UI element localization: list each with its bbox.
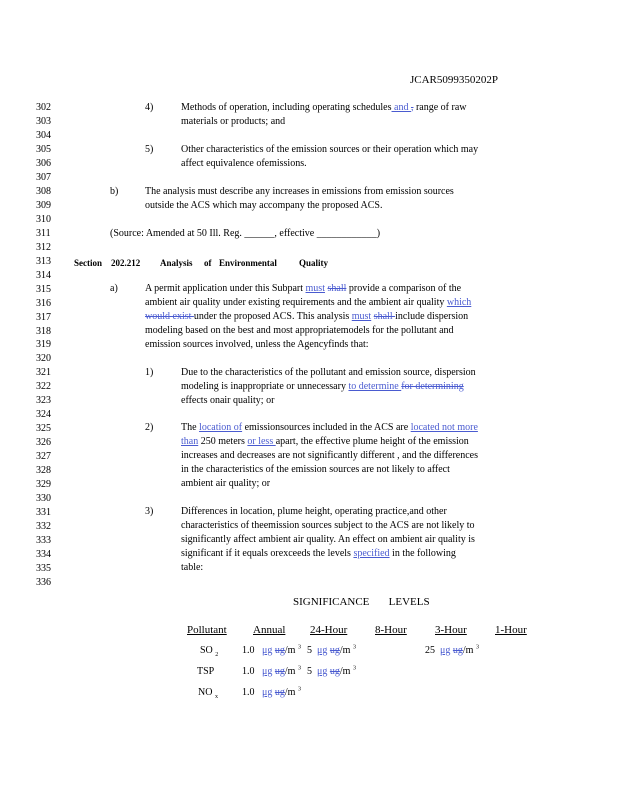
section-title-word: Environmental: [219, 258, 277, 268]
line-number: 320: [36, 353, 51, 365]
line-number: 304: [36, 129, 51, 141]
section-number: 202.212: [111, 258, 141, 268]
line-number: 329: [36, 479, 51, 491]
item-label: 3): [145, 506, 154, 517]
column-header-pollutant: Pollutant: [187, 624, 227, 636]
line-number: 322: [36, 381, 51, 393]
sub-1-line-1: Due to the characteristics of the pollutant and emission source, dispersion: [181, 367, 476, 378]
item-label: 5): [145, 144, 154, 155]
table-row-pollutant: SO $_2$: [200, 645, 219, 658]
line-number: 330: [36, 493, 51, 505]
line-number: 323: [36, 395, 51, 407]
line-number: 326: [36, 437, 51, 449]
item-a-line-1: A permit application under this Subpart must shall provide a comparison of the: [145, 283, 462, 294]
line-number: 325: [36, 423, 51, 435]
line-number: 321: [36, 367, 51, 379]
line-number: 302: [36, 102, 51, 113]
line-number: 335: [36, 563, 51, 574]
table-cell-annual: 1.0 μg ug/m $^3$: [242, 644, 301, 656]
table-cell-24-hour: 5 μg ug/m $^3$: [307, 665, 356, 677]
table-row-pollutant: TSP: [197, 666, 215, 677]
line-number: 333: [36, 535, 51, 547]
line-number: 312: [36, 241, 51, 253]
sub-2-line-3: increases and decreases are not significantly different , and the differences: [181, 450, 478, 461]
line-number: 331: [36, 507, 51, 519]
table-cell-annual: 1.0 μg ug/m $^3$: [242, 665, 301, 677]
line-number: 314: [36, 269, 51, 281]
line-number: 307: [36, 171, 51, 183]
line-number: 315: [36, 283, 51, 295]
sub-2-line-2: than 250 meters or less apart, the effective plume height of the emission: [181, 436, 469, 447]
item-label: 2): [145, 422, 154, 433]
line-number: 328: [36, 465, 51, 477]
item-5-line-2: affect equivalence ofemissions.: [181, 158, 307, 169]
source-note: (Source: Amended at 50 Ill. Reg. ______, effective ____________): [110, 228, 381, 239]
line-number: 332: [36, 521, 51, 533]
section-title-word: of: [204, 258, 212, 268]
item-4-line-2: materials or products; and: [181, 116, 286, 127]
column-header-1-hour: 1-Hour: [495, 624, 527, 636]
table-title: SIGNIFICANCE LEVELS: [293, 596, 430, 608]
item-label: a): [110, 283, 118, 294]
table-cell-3-hour: 25 μg ug/m $^3$: [425, 644, 479, 656]
sub-2-line-5: ambient air quality; or: [181, 478, 271, 489]
line-number: 303: [36, 115, 51, 127]
document-id: JCAR5099350202P: [410, 74, 499, 86]
line-number: 334: [36, 549, 51, 561]
line-number: 324: [36, 409, 51, 421]
line-number: 310: [36, 213, 51, 225]
sub-1-line-2: modeling is inappropriate or unnecessary to determine for determining: [181, 381, 464, 392]
column-header-24-hour: 24-Hour: [310, 624, 348, 636]
line-number: 305: [36, 143, 51, 155]
sub-3-line-1: Differences in location, plume height, operating practice,and other: [181, 506, 447, 517]
sub-3-line-3: significantly affect ambient air quality. An effect on ambient air quality is: [181, 534, 475, 545]
line-number: 317: [36, 311, 51, 323]
line-number: 309: [36, 199, 51, 211]
sub-3-line-2: characteristics of theemission sources subject to the ACS are not likely to: [181, 520, 475, 531]
column-header-8-hour: 8-Hour: [375, 624, 407, 636]
item-4-line-1: Methods of operation, including operating schedules and , range of raw: [181, 102, 467, 113]
line-number: 316: [36, 297, 51, 309]
column-header-3-hour: 3-Hour: [435, 624, 467, 636]
item-b-line-2: outside the ACS which may accompany the proposed ACS.: [145, 200, 383, 211]
line-number: 327: [36, 451, 51, 463]
table-cell-annual: 1.0 μg ug/m $^3$: [242, 686, 301, 698]
item-label: 4): [145, 102, 154, 113]
line-number: 311: [36, 227, 51, 239]
line-number: 308: [36, 185, 51, 197]
line-number: 336: [36, 576, 51, 588]
item-a-line-3: would exist under the proposed ACS. This analysis must shall include dispersion: [145, 311, 469, 322]
item-a-line-4: modeling based on the best and most appropriatemodels for the pollutant and: [145, 325, 454, 336]
item-5-line-1: Other characteristics of the emission sources or their operation which may: [181, 144, 479, 155]
item-label: b): [110, 186, 119, 197]
line-number: 318: [36, 325, 51, 337]
section-title-word: Analysis: [160, 258, 193, 268]
sub-1-line-3: effects onair quality; or: [181, 395, 275, 406]
item-b-line-1: The analysis must describe any increases in emissions from emission sources: [145, 186, 454, 197]
line-number: 319: [36, 339, 51, 351]
sub-2-line-1: The location of emissionsources included in the ACS are located not more: [181, 422, 478, 433]
column-header-annual: Annual: [253, 624, 286, 636]
table-cell-24-hour: 5 μg ug/m $^3$: [307, 644, 356, 656]
item-a-line-2: ambient air quality under existing requirements and the ambient air quality which: [145, 297, 472, 308]
item-a-line-5: emission sources involved, unless the Agencyfinds that:: [145, 339, 369, 350]
section-title-word: Quality: [299, 258, 329, 268]
sub-3-line-4: significant if it equals orexceeds the levels specified in the following: [181, 548, 456, 559]
sub-2-line-4: in the characteristics of the emission sources are not likely to affect: [181, 464, 450, 475]
line-number: 313: [36, 255, 51, 267]
table-row-pollutant: NO $_x$: [198, 687, 218, 700]
item-label: 1): [145, 367, 154, 378]
sub-3-line-5: table:: [181, 562, 204, 573]
section-label: Section: [74, 258, 102, 268]
line-number: 306: [36, 157, 51, 169]
